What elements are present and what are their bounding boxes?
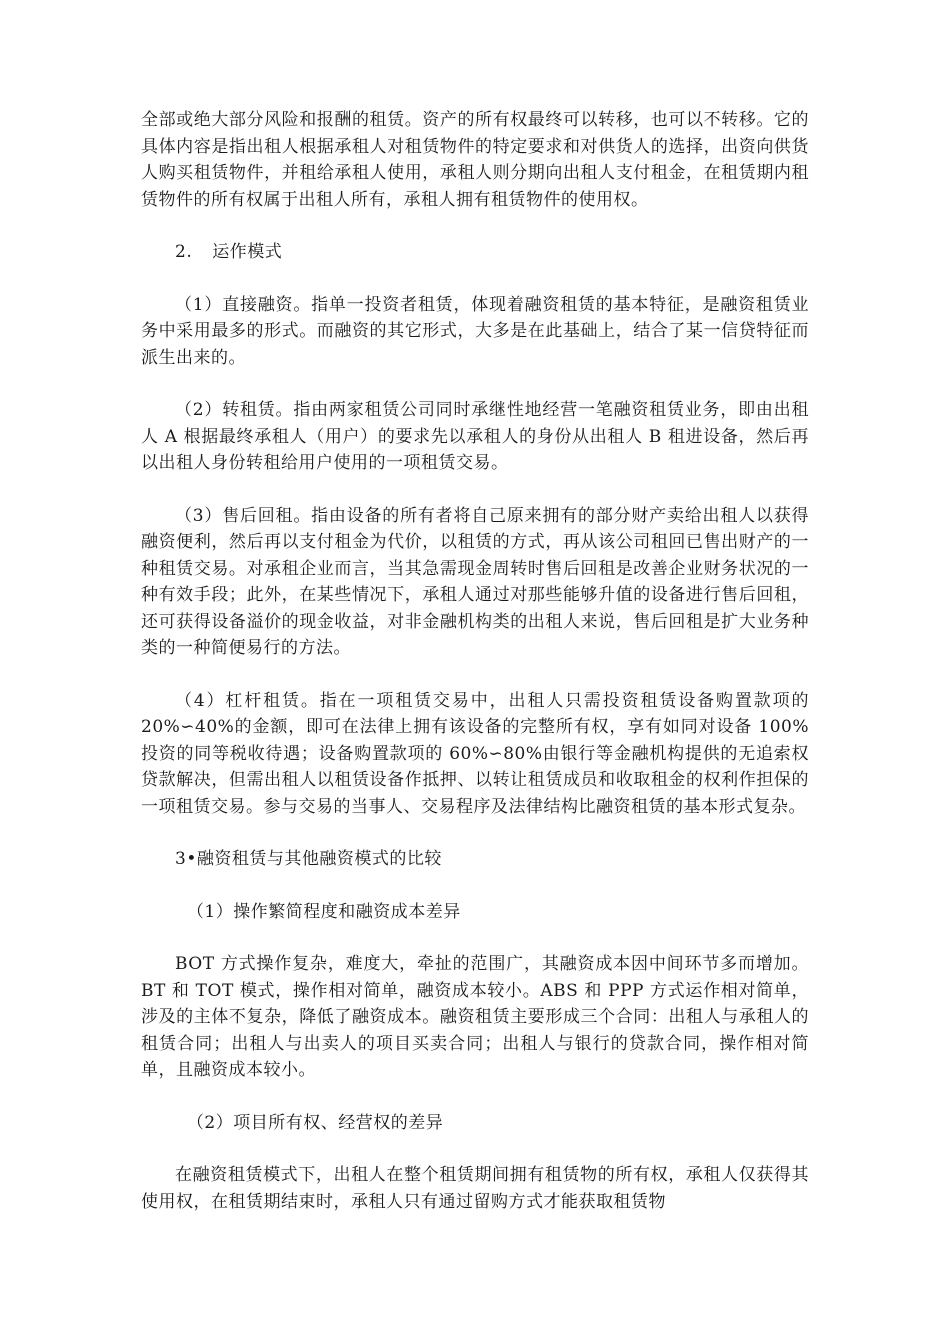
paragraph-direct-financing: （1）直接融资。指单一投资者租赁，体现着融资租赁的基本特征，是融资租赁业务中采用最多的形式。而融资的其它形式，大多是在此基础上，结合了某一信贷特征而派生出来的。: [141, 294, 809, 368]
paragraph-intro: 全部或绝大部分风险和报酬的租赁。资产的所有权最终可以转移，也可以不转移。它的具体内容是指出租人根据承租人对租赁物件的特定要求和对供货人的选择，出资向供货人购买租赁物件，并租给承租人使用，承租人则分期向出租人支付租金，在租赁期内租赁物件的所有权属于出租人所有，承租人拥有租赁物件的使用权。: [141, 110, 809, 210]
paragraph-ownership: 在融资租赁模式下，出租人在整个租赁期间拥有租赁物的所有权，承租人仅获得其使用权，在租赁期结束时，承租人只有通过留购方式才能获取租赁物: [141, 1165, 809, 1212]
section-number: 2.: [175, 242, 193, 262]
paragraph-leverage-lease: （4）杠杆租赁。指在一项租赁交易中，出租人只需投资租赁设备购置款项的 20%∽40%的金额，即可在法律上拥有该设备的完整所有权，享有如同对设备 100%投资的同等税收待遇；设备购置款项的 60%∽80%由银行等金融机构提供的无追索权贷款解决，但需出租人以租赁设备作抵押、以转让租赁成员和收取租金的权利作担保的一项租赁交易。参与交易的当事人、交易程序及法律结构比融资租赁的基本形式复杂。: [141, 690, 809, 817]
paragraph-leaseback: （3）售后回租。指由设备的所有者将自己原来拥有的部分财产卖给出租人以获得融资便利，然后再以支付租金为代价，以租赁的方式，再从该公司租回已售出财产的一种租赁交易。对承租企业而言，当其急需现金周转时售后回租是改善企业财务状况的一种有效手段；此外，在某些情况下，承租人通过对那些能够升值的设备进行售后回租，还可获得设备溢价的现金收益，对非金融机构类的出租人来说，售后回租是扩大业务种类的一种简便易行的方法。: [141, 505, 809, 658]
paragraph-complexity-cost: BOT 方式操作复杂，难度大，牵扯的范围广，其融资成本因中间环节多而增加。BT 和 TOT 模式，操作相对简单，融资成本较小。ABS 和 PPP 方式运作相对简单，涉及的主体不复杂，降低了融资成本。融资租赁主要形成三个合同：出租人与承租人的租赁合同；出租人与出卖人的项目买卖合同；出租人与银行的贷款合同，操作相对简单，且融资成本较小。: [141, 954, 809, 1080]
section-heading-comparison: 3•融资租赁与其他融资模式的比较: [175, 849, 442, 869]
paragraph-sublease: （2）转租赁。指由两家租赁公司同时承继性地经营一笔融资租赁业务，即由出租人 A 根据最终承租人（用户）的要求先以承租人的身份从出租人 B 租进设备，然后再以出租人身份转租给用户使用的一项租赁交易。: [141, 400, 809, 473]
document-page: [141, 107, 809, 1241]
section-heading-operation-mode: [141, 239, 809, 266]
section-title: 运作模式: [212, 242, 283, 262]
subheading-ownership: （2）项目所有权、经营权的差异: [186, 1112, 444, 1133]
subheading-complexity-cost: （1）操作繁简程度和融资成本差异: [186, 901, 461, 922]
